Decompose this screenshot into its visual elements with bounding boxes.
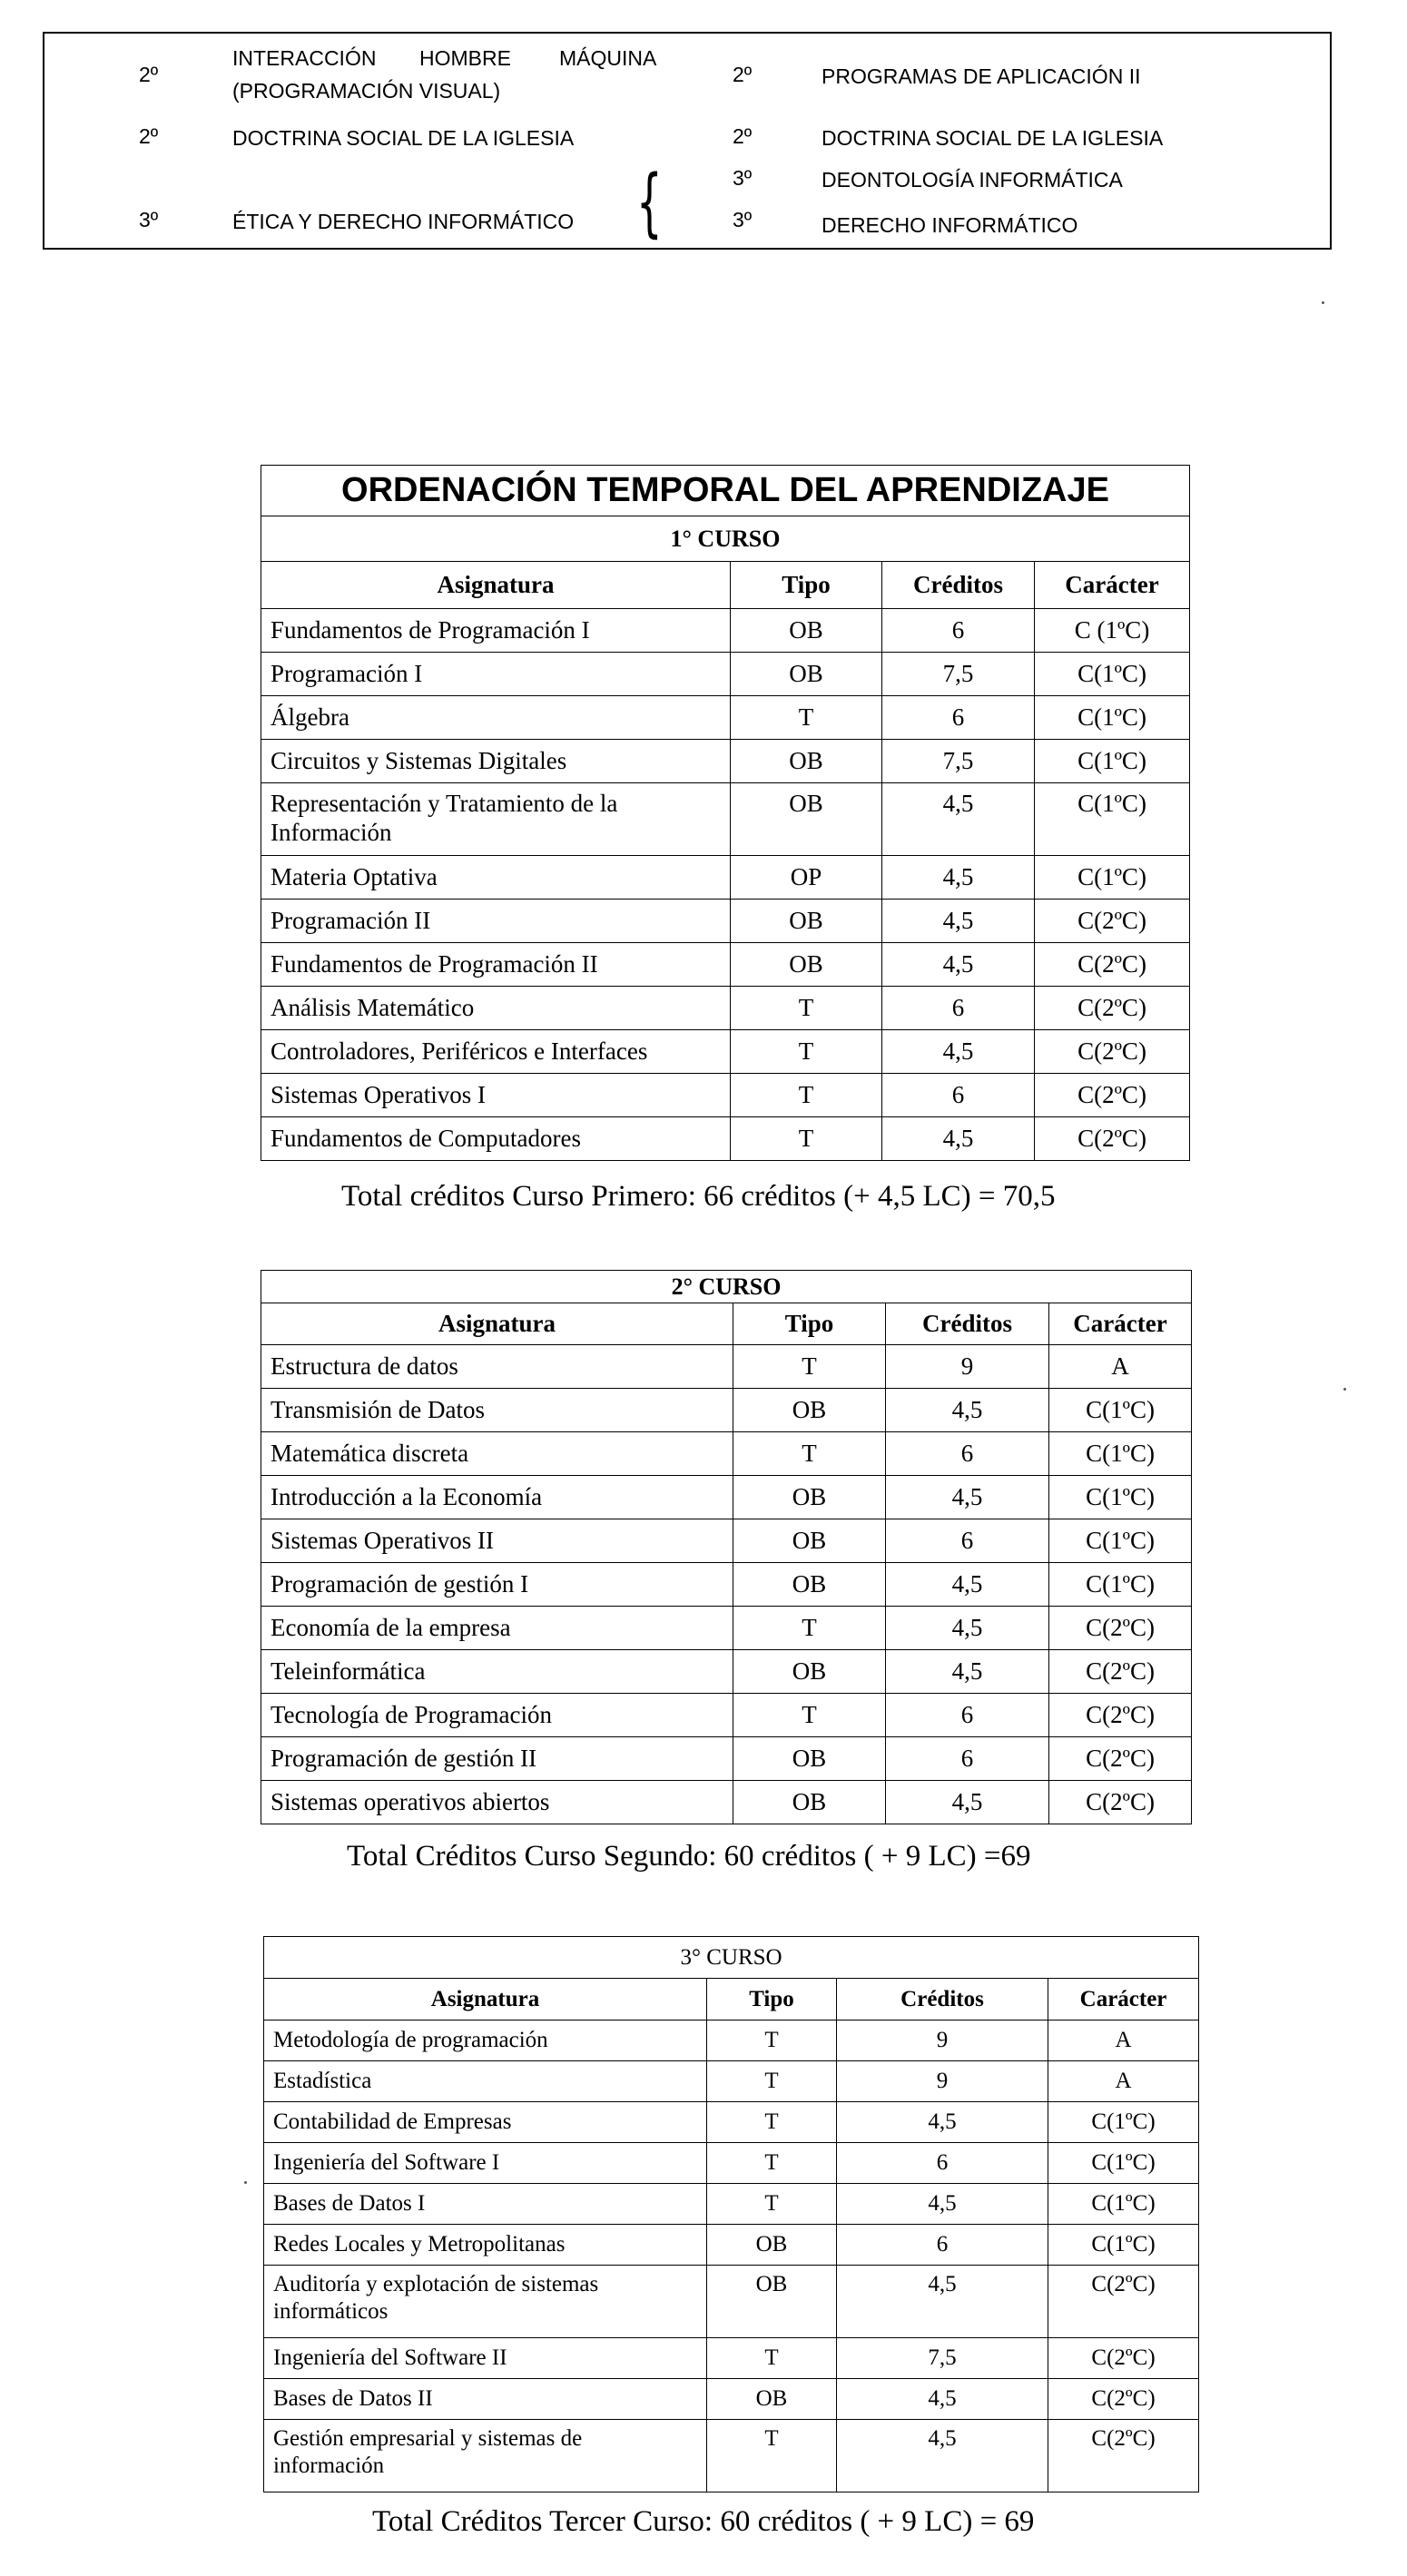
cell-caracter: C(2ºC) — [1049, 1781, 1192, 1824]
year-label: 2º — [733, 124, 753, 148]
cell-tipo: T — [733, 1607, 886, 1650]
cell-creditos: 4,5 — [882, 943, 1035, 987]
subject-right: PROGRAMAS DE APLICACIÓN II — [822, 64, 1141, 88]
cell-caracter: C(1ºC) — [1035, 856, 1190, 900]
cell-caracter: C(2ºC) — [1035, 1030, 1190, 1074]
subject-right: DERECHO INFORMÁTICO — [822, 213, 1078, 237]
cell-caracter: C(1ºC) — [1049, 1432, 1192, 1476]
cell-tipo: OB — [707, 2266, 837, 2338]
table-row — [261, 1476, 1192, 1519]
cell-caracter: A — [1048, 2020, 1199, 2061]
cell-creditos: 4,5 — [886, 1650, 1049, 1694]
column-header-asignatura: Asignatura — [261, 562, 731, 609]
table-row — [261, 783, 1190, 856]
cell-tipo: OB — [733, 1389, 886, 1432]
cell-asignatura: Programación I — [261, 653, 731, 696]
table-row — [261, 1117, 1190, 1161]
cell-creditos: 6 — [882, 987, 1035, 1030]
cell-tipo: OB — [733, 1563, 886, 1607]
cell-asignatura: Teleinformática — [261, 1650, 733, 1694]
course-title: 2° CURSO — [261, 1271, 1192, 1303]
column-header-creditos: Créditos — [886, 1303, 1049, 1345]
table-row — [261, 696, 1190, 740]
table-row — [261, 856, 1190, 900]
cell-tipo: T — [731, 1117, 882, 1161]
table-row — [261, 1563, 1192, 1607]
cell-caracter: C(1ºC) — [1035, 783, 1190, 856]
cell-creditos: 6 — [882, 609, 1035, 653]
cell-creditos: 4,5 — [837, 2102, 1048, 2143]
cell-tipo: OP — [731, 856, 882, 900]
cell-creditos: 6 — [886, 1737, 1049, 1781]
cell-asignatura: Bases de Datos I — [264, 2184, 707, 2225]
cell-tipo: OB — [733, 1650, 886, 1694]
course-1-total: Total créditos Curso Primero: 66 créditos (+ 4,5 LC) = 70,5 — [341, 1180, 1056, 1213]
column-header-caracter: Carácter — [1048, 1979, 1199, 2020]
table-row — [261, 609, 1190, 653]
cell-caracter: C(2ºC) — [1035, 943, 1190, 987]
cell-caracter: C(1ºC) — [1048, 2143, 1199, 2184]
course-1-table — [261, 465, 1190, 1161]
table-row — [261, 740, 1190, 783]
cell-creditos: 4,5 — [882, 900, 1035, 943]
subject-left: MÁQUINA — [559, 46, 657, 70]
column-header-caracter: Carácter — [1049, 1303, 1192, 1345]
cell-creditos: 4,5 — [837, 2420, 1048, 2492]
cell-creditos: 4,5 — [882, 856, 1035, 900]
cell-tipo: OB — [731, 609, 882, 653]
course-3-table — [263, 1936, 1199, 2492]
year-label: 2º — [139, 124, 159, 148]
cell-creditos: 6 — [886, 1519, 1049, 1563]
table-row — [264, 2379, 1199, 2420]
table-row — [261, 1432, 1192, 1476]
cell-asignatura: Redes Locales y Metropolitanas — [264, 2225, 707, 2266]
cell-asignatura: Contabilidad de Empresas — [264, 2102, 707, 2143]
table-row — [261, 1030, 1190, 1074]
cell-asignatura: Programación de gestión I — [261, 1563, 733, 1607]
cell-asignatura: Circuitos y Sistemas Digitales — [261, 740, 731, 783]
cell-creditos: 4,5 — [837, 2379, 1048, 2420]
cell-creditos: 6 — [837, 2225, 1048, 2266]
table-row — [261, 653, 1190, 696]
cell-creditos: 4,5 — [886, 1563, 1049, 1607]
cell-caracter: C(2ºC) — [1035, 1117, 1190, 1161]
table-row — [261, 1650, 1192, 1694]
cell-asignatura: Estructura de datos — [261, 1345, 733, 1389]
cell-asignatura: Sistemas Operativos I — [261, 1074, 731, 1117]
subject-left-line2: (PROGRAMACIÓN VISUAL) — [232, 79, 501, 103]
cell-asignatura: Álgebra — [261, 696, 731, 740]
cell-tipo: T — [707, 2184, 837, 2225]
cell-caracter: C(1ºC) — [1049, 1389, 1192, 1432]
scan-speck — [244, 2181, 247, 2184]
cell-asignatura: Fundamentos de Programación I — [261, 609, 731, 653]
table-row — [264, 2420, 1199, 2492]
table-row — [261, 1519, 1192, 1563]
table-row — [261, 1781, 1192, 1824]
cell-tipo: T — [731, 987, 882, 1030]
cell-caracter: C(1ºC) — [1035, 696, 1190, 740]
cell-creditos: 6 — [886, 1694, 1049, 1737]
cell-creditos: 7,5 — [882, 740, 1035, 783]
table-header: ORDENACIÓN TEMPORAL DEL APRENDIZAJE — [261, 466, 1190, 516]
table-row — [261, 1607, 1192, 1650]
table-row — [261, 1345, 1192, 1389]
cell-asignatura: Controladores, Periféricos e Interfaces — [261, 1030, 731, 1074]
subject-left: DOCTRINA SOCIAL DE LA IGLESIA — [232, 126, 575, 150]
cell-asignatura: Economía de la empresa — [261, 1607, 733, 1650]
cell-creditos: 4,5 — [882, 1030, 1035, 1074]
cell-caracter: C(2ºC) — [1048, 2420, 1199, 2492]
cell-asignatura: Tecnología de Programación — [261, 1694, 733, 1737]
cell-tipo: OB — [733, 1737, 886, 1781]
cell-tipo: T — [707, 2020, 837, 2061]
cell-asignatura: Sistemas operativos abiertos — [261, 1781, 733, 1824]
cell-caracter: C(2ºC) — [1049, 1607, 1192, 1650]
equivalence-box — [43, 32, 1332, 250]
cell-caracter: A — [1049, 1345, 1192, 1389]
cell-caracter: C(2ºC) — [1048, 2379, 1199, 2420]
cell-asignatura: Fundamentos de Computadores — [261, 1117, 731, 1161]
cell-tipo: OB — [733, 1781, 886, 1824]
subject-right: DOCTRINA SOCIAL DE LA IGLESIA — [822, 126, 1164, 150]
table-row — [264, 2102, 1199, 2143]
cell-creditos: 9 — [837, 2061, 1048, 2102]
cell-asignatura: Fundamentos de Programación II — [261, 943, 731, 987]
subject-left: ÉTICA Y DERECHO INFORMÁTICO — [232, 210, 575, 233]
cell-caracter: C(2ºC) — [1035, 1074, 1190, 1117]
cell-creditos: 4,5 — [882, 1117, 1035, 1161]
course-title: 1° CURSO — [261, 516, 1190, 562]
table-row — [261, 1389, 1192, 1432]
cell-creditos: 6 — [886, 1432, 1049, 1476]
column-header-asignatura: Asignatura — [261, 1303, 733, 1345]
table-row — [261, 1074, 1190, 1117]
cell-caracter: C (1ºC) — [1035, 609, 1190, 653]
year-label: 2º — [139, 63, 159, 86]
brace-symbol: { — [636, 160, 663, 246]
cell-creditos: 4,5 — [837, 2266, 1048, 2338]
table-row — [264, 2061, 1199, 2102]
cell-tipo: T — [733, 1694, 886, 1737]
cell-tipo: OB — [733, 1519, 886, 1563]
cell-asignatura: Ingeniería del Software II — [264, 2338, 707, 2379]
cell-tipo: T — [733, 1345, 886, 1389]
cell-tipo: T — [733, 1432, 886, 1476]
cell-tipo: OB — [707, 2225, 837, 2266]
cell-tipo: T — [707, 2102, 837, 2143]
cell-caracter: A — [1048, 2061, 1199, 2102]
cell-asignatura: Sistemas Operativos II — [261, 1519, 733, 1563]
cell-creditos: 4,5 — [886, 1476, 1049, 1519]
year-label: 3º — [139, 208, 159, 231]
column-header-asignatura: Asignatura — [264, 1979, 707, 2020]
cell-asignatura: Gestión empresarial y sistemas de información — [264, 2420, 707, 2492]
column-header-caracter: Carácter — [1035, 562, 1190, 609]
cell-asignatura: Programación de gestión II — [261, 1737, 733, 1781]
cell-asignatura: Metodología de programación — [264, 2020, 707, 2061]
cell-creditos: 9 — [837, 2020, 1048, 2061]
cell-tipo: T — [707, 2338, 837, 2379]
column-header-tipo: Tipo — [731, 562, 882, 609]
column-header-creditos: Créditos — [837, 1979, 1048, 2020]
year-label: 2º — [733, 63, 753, 86]
table-row — [261, 943, 1190, 987]
cell-asignatura: Introducción a la Economía — [261, 1476, 733, 1519]
course-2-total: Total Créditos Curso Segundo: 60 créditos ( + 9 LC) =69 — [347, 1840, 1031, 1873]
subject-right: DEONTOLOGÍA INFORMÁTICA — [822, 168, 1123, 192]
table-row — [264, 2184, 1199, 2225]
cell-caracter: C(1ºC) — [1035, 740, 1190, 783]
table-row — [264, 2143, 1199, 2184]
cell-tipo: T — [707, 2420, 837, 2492]
cell-caracter: C(2ºC) — [1049, 1694, 1192, 1737]
cell-asignatura: Estadística — [264, 2061, 707, 2102]
table-row — [261, 987, 1190, 1030]
cell-caracter: C(2ºC) — [1035, 900, 1190, 943]
cell-asignatura: Ingeniería del Software I — [264, 2143, 707, 2184]
cell-tipo: OB — [731, 900, 882, 943]
cell-asignatura: Programación II — [261, 900, 731, 943]
cell-tipo: OB — [731, 653, 882, 696]
year-label: 3º — [733, 166, 753, 190]
cell-asignatura: Matemática discreta — [261, 1432, 733, 1476]
cell-tipo: OB — [707, 2379, 837, 2420]
cell-tipo: OB — [731, 740, 882, 783]
course-2-table — [261, 1270, 1192, 1824]
scan-speck — [1343, 1388, 1346, 1391]
course-3-total: Total Créditos Tercer Curso: 60 créditos ( + 9 LC) = 69 — [372, 2505, 1035, 2538]
table-row — [264, 2266, 1199, 2338]
course-title: 3° CURSO — [264, 1937, 1199, 1979]
cell-caracter: C(1ºC) — [1048, 2102, 1199, 2143]
cell-asignatura: Materia Optativa — [261, 856, 731, 900]
cell-creditos: 4,5 — [882, 783, 1035, 856]
cell-caracter: C(1ºC) — [1049, 1476, 1192, 1519]
table-row — [261, 1694, 1192, 1737]
cell-tipo: T — [707, 2061, 837, 2102]
cell-creditos: 7,5 — [837, 2338, 1048, 2379]
cell-creditos: 4,5 — [837, 2184, 1048, 2225]
cell-asignatura: Transmisión de Datos — [261, 1389, 733, 1432]
cell-creditos: 6 — [837, 2143, 1048, 2184]
cell-caracter: C(2ºC) — [1048, 2338, 1199, 2379]
cell-creditos: 4,5 — [886, 1607, 1049, 1650]
table-row — [264, 2338, 1199, 2379]
cell-creditos: 6 — [882, 1074, 1035, 1117]
cell-caracter: C(1ºC) — [1035, 653, 1190, 696]
cell-creditos: 4,5 — [886, 1781, 1049, 1824]
cell-caracter: C(1ºC) — [1049, 1519, 1192, 1563]
cell-creditos: 7,5 — [882, 653, 1035, 696]
cell-tipo: OB — [733, 1476, 886, 1519]
cell-caracter: C(2ºC) — [1048, 2266, 1199, 2338]
scan-speck — [1322, 301, 1324, 304]
year-label: 3º — [733, 208, 753, 231]
cell-caracter: C(1ºC) — [1048, 2225, 1199, 2266]
cell-caracter: C(1ºC) — [1049, 1563, 1192, 1607]
subject-left: INTERACCIÓN — [232, 46, 377, 70]
cell-asignatura: Bases de Datos II — [264, 2379, 707, 2420]
cell-tipo: T — [707, 2143, 837, 2184]
cell-caracter: C(2ºC) — [1049, 1650, 1192, 1694]
cell-asignatura: Análisis Matemático — [261, 987, 731, 1030]
cell-caracter: C(1ºC) — [1048, 2184, 1199, 2225]
cell-asignatura: Auditoría y explotación de sistemas informáticos — [264, 2266, 707, 2338]
column-header-creditos: Créditos — [882, 562, 1035, 609]
cell-tipo: OB — [731, 783, 882, 856]
cell-asignatura: Representación y Tratamiento de la Información — [261, 783, 731, 856]
table-row — [264, 2225, 1199, 2266]
cell-tipo: T — [731, 1030, 882, 1074]
cell-caracter: C(2ºC) — [1049, 1737, 1192, 1781]
table-row — [261, 900, 1190, 943]
cell-creditos: 6 — [882, 696, 1035, 740]
subject-left: HOMBRE — [419, 46, 511, 70]
column-header-tipo: Tipo — [733, 1303, 886, 1345]
cell-caracter: C(2ºC) — [1035, 987, 1190, 1030]
cell-tipo: T — [731, 696, 882, 740]
table-row — [264, 2020, 1199, 2061]
cell-tipo: T — [731, 1074, 882, 1117]
cell-creditos: 4,5 — [886, 1389, 1049, 1432]
cell-creditos: 9 — [886, 1345, 1049, 1389]
cell-tipo: OB — [731, 943, 882, 987]
column-header-tipo: Tipo — [707, 1979, 837, 2020]
table-row — [261, 1737, 1192, 1781]
